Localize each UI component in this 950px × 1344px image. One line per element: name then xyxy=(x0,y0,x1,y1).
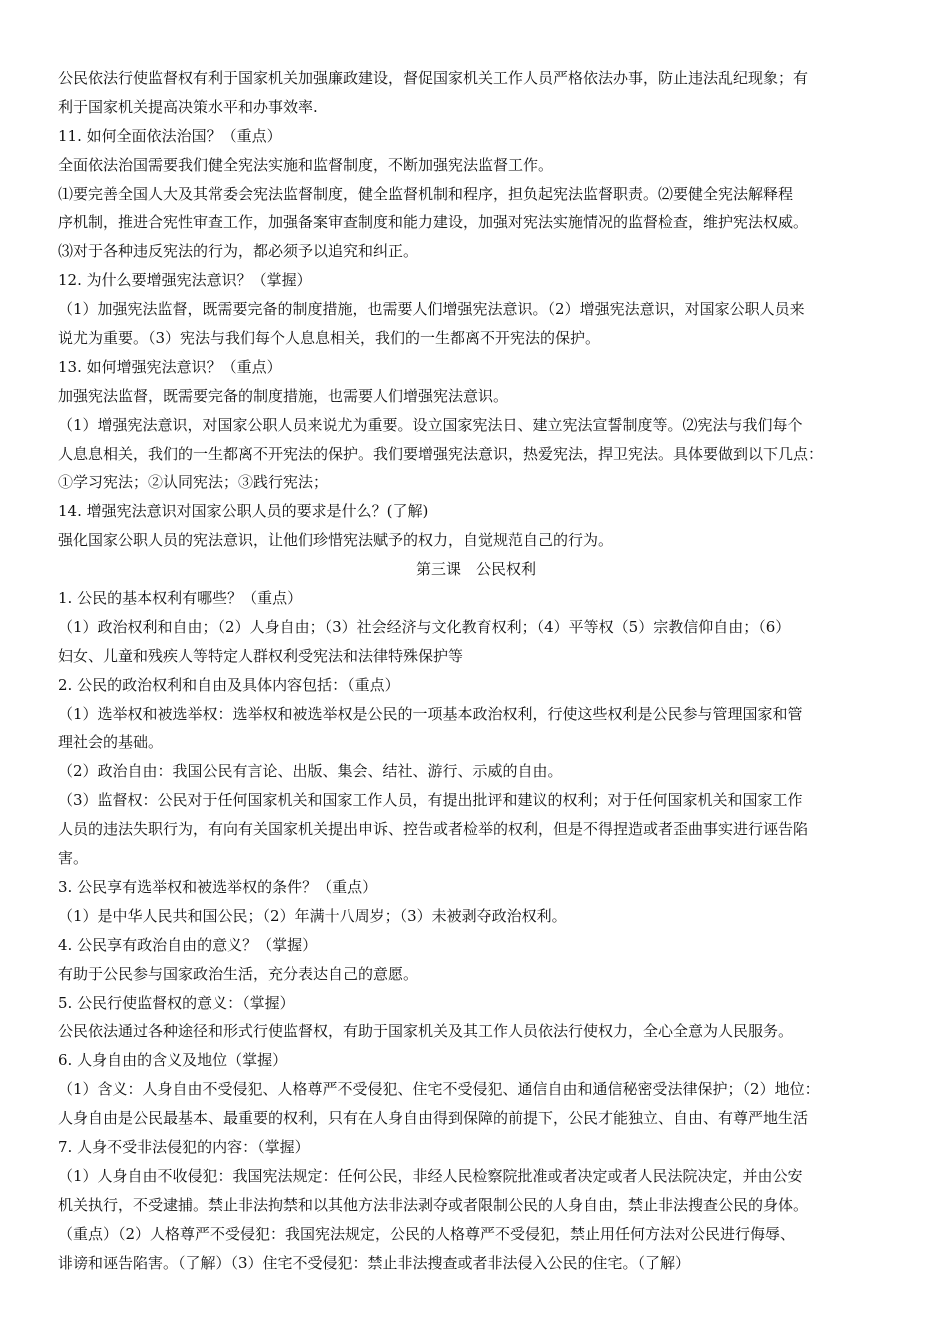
question-heading: 12. 为什么要增强宪法意识？（掌握） xyxy=(58,271,312,290)
question-heading: 3. 公民享有选举权和被选举权的条件？（重点） xyxy=(58,877,378,896)
text-line: 说尤为重要。（3）宪法与我们每个人息息相关，我们的一生都离不开宪法的保护。 xyxy=(58,329,601,348)
text-line: 人身自由是公民最基本、最重要的权利，只有在人身自由得到保障的前提下，公民才能独立、自由、有尊严地生活 xyxy=(58,1109,809,1128)
document-page xyxy=(58,64,894,1277)
text-line: （1）是中华人民共和国公民；（2）年满十八周岁；（3）未被剥夺政治权利。 xyxy=(58,906,567,925)
text-line: ⑶对于各种违反宪法的行为，都必须予以追究和纠正。 xyxy=(58,242,419,261)
text-line: 诽谤和诬告陷害。（了解）（3）住宅不受侵犯：禁止非法搜查或者非法侵入公民的住宅。（了解） xyxy=(58,1253,691,1272)
text-line: 全面依法治国需要我们健全宪法实施和监督制度，不断加强宪法监督工作。 xyxy=(58,155,554,174)
text-line: 害。 xyxy=(58,849,89,868)
text-line: 加强宪法监督，既需要完备的制度措施，也需要人们增强宪法意识。 xyxy=(58,386,509,405)
text-line: 机关执行，不受逮捕。禁止非法拘禁和以其他方法非法剥夺或者限制公民的人身自由，禁止非法搜查公民的身体。 xyxy=(58,1195,809,1214)
text-line: 妇女、儿童和残疾人等特定人群权利受宪法和法律特殊保护等 xyxy=(58,646,464,665)
question-heading: 7. 人身不受非法侵犯的内容：（掌握） xyxy=(58,1137,310,1156)
text-line: 公民依法通过各种途径和形式行使监督权，有助于国家机关及其工作人员依法行使权力，全心全意为人民服务。 xyxy=(58,1022,794,1041)
lesson-title: 第三课 公民权利 xyxy=(415,560,536,579)
question-heading: 5. 公民行使监督权的意义：（掌握） xyxy=(58,993,295,1012)
text-line: 人员的违法失职行为，有向有关国家机关提出申诉、控告或者检举的权利，但是不得捏造或者歪曲事实进行诬告陷 xyxy=(58,820,809,839)
text-line: 强化国家公职人员的宪法意识，让他们珍惜宪法赋予的权力，自觉规范自己的行为。 xyxy=(58,531,614,550)
text-line: （2）政治自由：我国公民有言论、出版、集会、结社、游行、示威的自由。 xyxy=(58,762,563,781)
text-line: 利于国家机关提高决策水平和办事效率. xyxy=(58,97,318,116)
text-line: （1）政治权利和自由；（2）人身自由；（3）社会经济与文化教育权利；（4）平等权（5）宗教信仰自由；（6） xyxy=(58,617,791,636)
text-line: （3）监督权：公民对于任何国家机关和国家工作人员，有提出批评和建议的权利；对于任何国家机关和国家工作 xyxy=(58,791,803,810)
text-line: （1）选举权和被选举权：选举权和被选举权是公民的一项基本政治权利，行使这些权利是公民参与管理国家和管 xyxy=(58,704,803,723)
question-heading: 13. 如何增强宪法意识？（重点） xyxy=(58,357,282,376)
text-line: （1）人身自由不收侵犯：我国宪法规定：任何公民，非经人民检察院批准或者决定或者人民法院决定，并由公安 xyxy=(58,1166,803,1185)
text-line: 有助于公民参与国家政治生活，充分表达自己的意愿。 xyxy=(58,964,419,983)
question-heading: 11. 如何全面依法治国？（重点） xyxy=(58,126,282,145)
text-line: （1）含义：人身自由不受侵犯、人格尊严不受侵犯、住宅不受侵犯、通信自由和通信秘密受法律保护；（2）地位： xyxy=(58,1080,820,1099)
text-line: 人息息相关，我们的一生都离不开宪法的保护。我们要增强宪法意识，热爱宪法，捍卫宪法。具体要做到以下几点： xyxy=(58,444,824,463)
question-heading: 1. 公民的基本权利有哪些？（重点） xyxy=(58,589,303,608)
text-line: （1）加强宪法监督，既需要完备的制度措施，也需要人们增强宪法意识。（2）增强宪法意识，对国家公职人员来 xyxy=(58,300,805,319)
text-line: （重点）（2）人格尊严不受侵犯：我国宪法规定，公民的人格尊严不受侵犯，禁止用任何方法对公民进行侮辱、 xyxy=(58,1224,796,1243)
question-heading: 4. 公民享有政治自由的意义？（掌握） xyxy=(58,935,318,954)
question-heading: 2. 公民的政治权利和自由及具体内容包括：（重点） xyxy=(58,675,400,694)
text-line: 公民依法行使监督权有利于国家机关加强廉政建设，督促国家机关工作人员严格依法办事，防止违法乱纪现象；有 xyxy=(58,69,809,87)
text-line: ①学习宪法；②认同宪法；③践行宪法； xyxy=(58,473,329,492)
text-line: 理社会的基础。 xyxy=(58,733,164,752)
question-heading: 14. 增强宪法意识对国家公职人员的要求是什么？(了解) xyxy=(58,502,429,521)
question-heading: 6. 人身自由的含义及地位（掌握） xyxy=(58,1051,288,1070)
text-line: （1）增强宪法意识，对国家公职人员来说尤为重要。设立国家宪法日、建立宪法宣誓制度等。⑵宪法与我们每个 xyxy=(58,415,803,434)
text-line: 序机制，推进合宪性审查工作，加强备案审查制度和能力建设，加强对宪法实施情况的监督检查，维护宪法权威。 xyxy=(58,213,809,232)
text-line: ⑴要完善全国人大及其常委会宪法监督制度，健全监督机制和程序，担负起宪法监督职责。⑵要健全宪法解释程 xyxy=(58,184,794,203)
